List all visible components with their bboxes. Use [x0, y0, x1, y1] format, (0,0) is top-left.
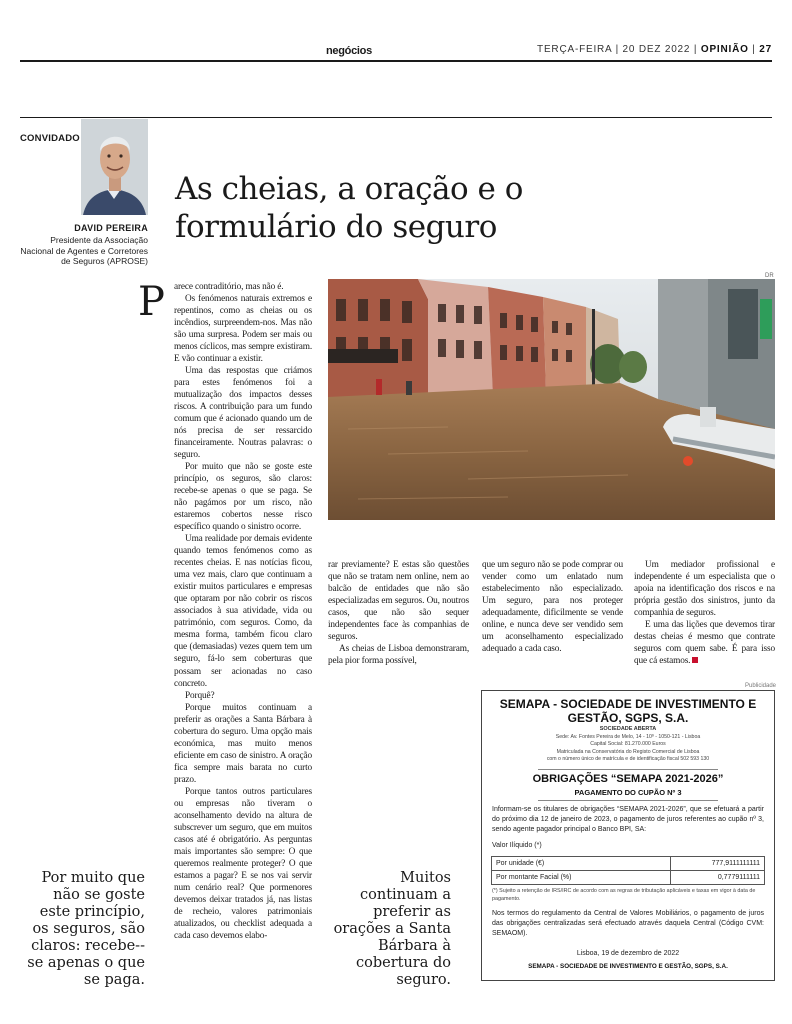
header-separator: |: [693, 44, 701, 55]
paragraph: Uma das respostas que criámos para estes fenómenos foi a mutualização dos impactos desses riscos. A contribuição para um fundo comum que é acionado quando um de nós precisa de ser ressarcido financeiramente. Noutras palavras: o seguro.: [174, 366, 312, 461]
pull-quote: Muitos continuam a preferir as orações a Santa Bárbara à cobertura do seguro.: [333, 870, 451, 988]
flood-photo: [328, 279, 775, 520]
author-portrait-image: [81, 119, 148, 215]
ad-signature: SEMAPA - SOCIEDADE DE INVESTIMENTO E GESTÃO, SGPS, S.A.: [528, 963, 728, 970]
header-rule: [20, 60, 772, 62]
paragraph: Porque tantos outros particulares ou empresas não tiveram o aconselhamento devido na altura de subscrever um seguro, que em muitos casos até é obrigatório. As perguntas mais importantes são sempre: O que queremos realmente proteger? O que estamos a pagar? E se nos vai servir num cenário real? Que pormenores devemos deixar tratados já, nas listas de recheio, valores patrimoniais atualizados, ou checklist adequada a cada caso devemos elabo-: [174, 786, 312, 941]
ad-footnote: (*) Sujeito a retenção de IRS/IRC de acordo com as regras de tributação aplicáveis e taxas em vigor à data de pagamento.: [492, 888, 756, 902]
paragraph: Um mediador profissional e independente é um especialista que o apoia na identificação dos riscos e na própria gestão dos sinistros, junto da companhia de seguros.: [634, 560, 775, 619]
paragraph: Os fenómenos naturais extremos e repentinos, como as cheias ou os incêndios, surpreendem-nos. Mas não são uma surpresa. Podem ser mais ou menos cíclicos, mas sempre existiram. E vão continuar a existir.: [174, 294, 312, 365]
paragraph: arece contraditório, mas não é.: [174, 282, 284, 292]
pull-quote: Por muito que não se goste este princípio, os seguros, são claros: recebe--se apenas o que se paga.: [27, 870, 145, 988]
end-mark-icon: [692, 657, 698, 663]
article-column-1: [174, 281, 312, 942]
article-column-4: [634, 559, 775, 667]
paragraph: Porque muitos continuam a preferir as orações a Santa Bárbara à cobertura do seguro. Uma opção mais económica, mas muito menos eficiente em caso de sinistro. A oração fica sempre mais barata no curto prazo.: [174, 702, 312, 785]
ad-values-table: [491, 856, 765, 885]
newspaper-logo: negócios: [326, 45, 372, 57]
guest-tag: CONVIDADO: [20, 133, 80, 144]
paragraph-text: E uma das lições que devemos tirar destas cheias é mesmo que contrate seguros com quem sabe. É para isso que cá estamos.: [634, 620, 775, 667]
table-cell-label: Por montante Facial (%): [492, 871, 671, 885]
table-row: [492, 871, 765, 885]
ad-divider: [538, 800, 718, 801]
advertising-label: Publicidade: [745, 683, 777, 689]
table-row: [492, 857, 765, 871]
ad-paragraph: Informam-se os titulares de obrigações “SEMAPA 2021-2026”, que se efetuará a partir do próximo dia 12 de janeiro de 2023, o pagamento de juros referentes ao cupão nº 3, sendo agente pagador principal o Banco BPI, SA:: [492, 806, 764, 833]
paragraph: que um seguro não se pode comprar ou vender como um enlatado num estabelecimento não especializado. Um seguro, para nos proteger adequadamente, dificilmente se vende online, e nunca deve ser vendido sem um aconselhamento especializado adequado a cada caso.: [482, 560, 623, 655]
paragraph: As cheias de Lisboa demonstraram, pela pior forma possível,: [328, 644, 469, 667]
article-column-3: [482, 559, 623, 655]
ad-bond-title: OBRIGAÇÕES “SEMAPA 2021-2026”: [532, 773, 724, 785]
advertisement-box: [481, 690, 775, 981]
headline: As cheias, a oração e o formulário do seguro: [175, 171, 523, 245]
ad-address-line: Capital Social: 81.270.000 Euros: [590, 741, 666, 748]
paragraph-last: [634, 619, 775, 667]
drop-cap: P: [138, 279, 165, 325]
author-photo: [81, 119, 148, 215]
ad-address-line: Matriculada na Conservatória do Registo Comercial de Lisboa: [556, 748, 700, 755]
ad-coupon-title: PAGAMENTO DO CUPÃO Nº 3: [574, 788, 682, 797]
header-separator: |: [615, 44, 623, 55]
ad-value-label: Valor Ilíquido (*): [492, 842, 542, 849]
ad-date: Lisboa, 19 de dezembro de 2022: [576, 950, 680, 957]
photo-credit: DR: [765, 273, 774, 279]
table-cell-label: Por unidade (€): [492, 857, 671, 871]
paragraph: Uma realidade por demais evidente quando temos fenómenos como as recentes cheias. E nas notícias ficou, uma vez mais, claro que continuam a existir muitos particulares e empresas que optaram por não cobrir os riscos associados à sua atividade, vida ou património, com seguros. Como, da mesma forma, também ficou claro que (demasiadas) vezes quem tem um seguro, fá-lo sem coberturas que possam ser acionadas no caso concreto.: [174, 534, 312, 689]
paragraph: Porquê?: [185, 690, 215, 701]
header-weekday: TERÇA-FEIRA: [537, 44, 612, 55]
table-cell-value: 777,9111111111: [671, 857, 765, 871]
ad-divider: [538, 769, 718, 770]
header-date: 20 DEZ 2022: [622, 44, 691, 55]
ad-address-line: Sede: Av. Fontes Pereira de Melo, 14 - 10º - 1050-121 - Lisboa: [555, 734, 701, 740]
page-number: 27: [759, 44, 772, 55]
page-header-info: [537, 44, 772, 55]
section-rule: [20, 117, 772, 118]
paragraph: Por muito que não se goste este princípio, os seguros, são claros: recebe-se apenas o que se paga. Se não pagámos por um risco, não estaremos cobertos nesse risco específico quando o sinistro ocorre.: [174, 462, 312, 533]
ad-address-line: com o número único de matrícula e de identificação fiscal 502 593 130: [546, 756, 710, 763]
author-name: DAVID PEREIRA: [74, 223, 148, 233]
author-role: Presidente da Associação Nacional de Agentes e Corretores de Seguros (APROSE): [20, 235, 148, 267]
ad-address: [482, 734, 774, 764]
ad-title: SEMAPA - SOCIEDADE DE INVESTIMENTO E GESTÃO, SGPS, S.A.: [499, 697, 757, 725]
ad-paragraph: Nos termos do regulamento da Central de Valores Mobiliários, o pagamento de juros das obrigações centralizadas será efectuado através daquela Central (Código CVM: SEMAOM).: [492, 910, 764, 937]
table-cell-value: 0,7779111111: [671, 871, 765, 885]
header-separator: |: [752, 44, 760, 55]
header-section: OPINIÃO: [700, 44, 749, 55]
article-column-2: [328, 559, 469, 667]
paragraph: rar previamente? E estas são questões que não se tratam nem online, nem ao balcão de entidades que não são especializadas em seguros. Ou, noutros casos, que não são sequer independentes face às companhias de seguros.: [328, 560, 469, 643]
ad-subtitle: SOCIEDADE ABERTA: [599, 726, 657, 732]
